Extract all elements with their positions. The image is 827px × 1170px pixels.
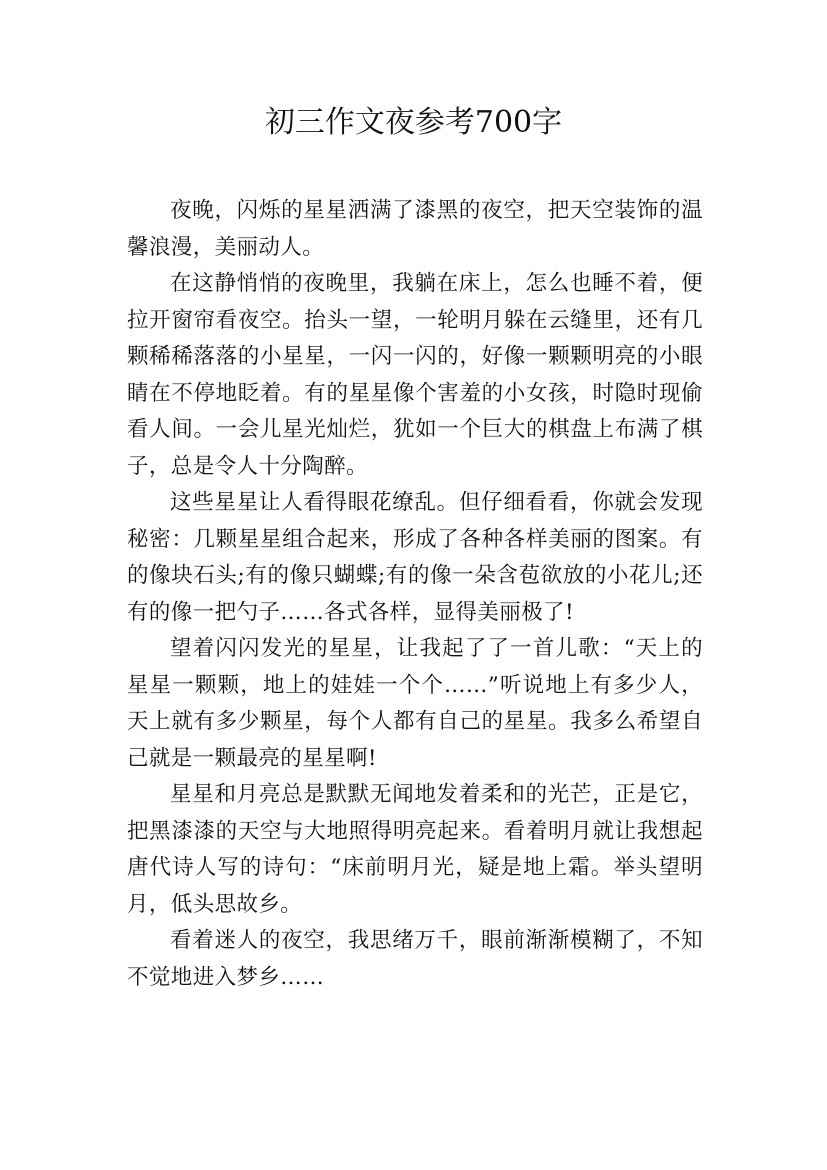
document-body bbox=[127, 193, 703, 996]
paragraph-2: 在这静悄悄的夜晚里，我躺在床上，怎么也睡不着，便拉开窗帘看夜空。抬头一望，一轮明月躲在云缝里，还有几颗稀稀落落的小星星，一闪一闪的，好像一颗颗明亮的小眼睛在不停地眨着。有的星星像个害羞的小女孩，时隐时现偷看人间。一会儿星光灿烂，犹如一个巨大的棋盘上布满了棋子，总是令人十分陶醉。 bbox=[127, 271, 703, 479]
paragraph-4: 望着闪闪发光的星星，让我起了了一首儿歌：“天上的星星一颗颗，地上的娃娃一个个……”听说地上有多少人，天上就有多少颗星，每个人都有自己的星星。我多么希望自己就是一颗最亮的星星啊! bbox=[127, 636, 703, 771]
paragraph-3: 这些星星让人看得眼花缭乱。但仔细看看，你就会发现秘密：几颗星星组合起来，形成了各种各样美丽的图案。有的像块石头;有的像只蝴蝶;有的像一朵含苞欲放的小花儿;还有的像一把勺子……各式各样，显得美丽极了! bbox=[127, 490, 703, 625]
paragraph-5: 星星和月亮总是默默无闻地发着柔和的光芒，正是它，把黑漆漆的天空与大地照得明亮起来。看着明月就让我想起唐代诗人写的诗句：“床前明月光，疑是地上霜。举头望明月，低头思故乡。 bbox=[127, 782, 703, 917]
paragraph-6: 看着迷人的夜空，我思绪万千，眼前渐渐模糊了，不知不觉地进入梦乡…… bbox=[127, 928, 703, 990]
document-title: 初三作文夜参考700字 bbox=[264, 105, 563, 140]
paragraph-1: 夜晚，闪烁的星星洒满了漆黑的夜空，把天空装饰的温馨浪漫，美丽动人。 bbox=[127, 198, 703, 260]
